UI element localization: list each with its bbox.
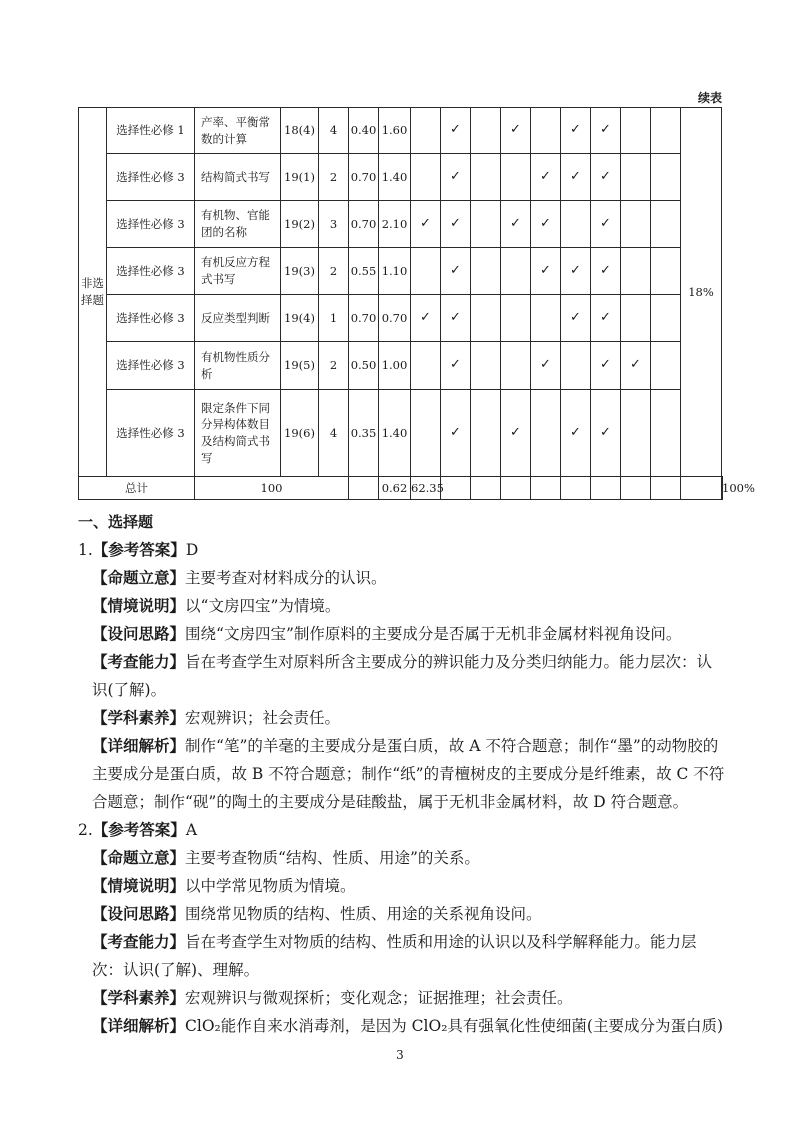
check-cell: ✓: [561, 108, 591, 154]
module-cell: 选择性必修 3: [107, 154, 195, 201]
analysis-label: 【考查能力】: [92, 932, 186, 951]
module-cell: 选择性必修 3: [107, 201, 195, 248]
check-cell: ✓: [441, 342, 471, 390]
table-row: [79, 154, 723, 201]
check-cell: ✓: [441, 390, 471, 477]
check-cell: [501, 154, 531, 201]
total-empty-cell: [471, 477, 501, 500]
total-empty-cell: [501, 477, 531, 500]
question-list: [78, 536, 726, 1040]
analysis-text: 以中学常见物质为情境。: [185, 877, 356, 895]
table-row: [79, 342, 723, 390]
topic-cell: 限定条件下同分异构体数目及结构简式书写: [195, 390, 281, 477]
group-percent-cell: 18%: [681, 108, 722, 477]
score-cell: 4: [319, 390, 349, 477]
answer-label: 【参考答案】: [92, 820, 186, 839]
check-cell: [621, 248, 651, 295]
analysis-item: [78, 1012, 726, 1040]
table-row: [79, 248, 723, 295]
analysis-text: 以“文房四宝”为情境。: [185, 597, 341, 615]
check-cell: ✓: [591, 342, 621, 390]
table-row: [79, 390, 723, 477]
difficulty-cell: 0.70: [349, 201, 379, 248]
average-cell: 1.40: [379, 154, 411, 201]
check-cell: [411, 108, 441, 154]
check-cell: [531, 295, 561, 342]
total-empty-cell: [531, 477, 561, 500]
analysis-text: 制作“笔”的羊毫的主要成分是蛋白质，故 A 不符合题意；制作“墨”的动物胶的主要成分是蛋白质，故 B 不符合题意；制作“纸”的青檀树皮的主要成分是纤维素，故 C 不符合题意；制作“砚”的陶土的主要成分是硅酸盐，属于无机非金属材料，故 D 符合题意。: [92, 737, 725, 811]
module-cell: 选择性必修 3: [107, 342, 195, 390]
group-label-cell: 非选 择题: [79, 108, 107, 477]
analysis-label: 【命题立意】: [92, 568, 186, 587]
topic-cell: 结构简式书写: [195, 154, 281, 201]
check-cell: [651, 108, 681, 154]
check-cell: [471, 342, 501, 390]
check-cell: [651, 248, 681, 295]
analysis-item: [78, 984, 726, 1012]
check-cell: ✓: [411, 295, 441, 342]
question-number-cell: 19(1): [281, 154, 319, 201]
question-number-cell: 19(5): [281, 342, 319, 390]
score-cell: 2: [319, 248, 349, 295]
spec-table: [78, 107, 755, 500]
check-cell: [501, 342, 531, 390]
check-cell: [651, 390, 681, 477]
check-cell: [621, 154, 651, 201]
score-cell: 1: [319, 295, 349, 342]
check-cell: [411, 154, 441, 201]
difficulty-cell: 0.50: [349, 342, 379, 390]
analysis-item: [78, 648, 726, 704]
analysis-label: 【详细解析】: [92, 736, 186, 755]
check-cell: [471, 248, 501, 295]
check-cell: ✓: [621, 342, 651, 390]
analysis-item: [78, 732, 726, 816]
score-cell: 3: [319, 201, 349, 248]
score-cell: 2: [319, 342, 349, 390]
question-number: 2.: [78, 821, 93, 839]
check-cell: ✓: [591, 295, 621, 342]
analysis-item: [78, 592, 726, 620]
check-cell: ✓: [501, 390, 531, 477]
module-cell: 选择性必修 1: [107, 108, 195, 154]
analysis-text: ClO₂能作自来水消毒剂，是因为 ClO₂具有强氧化性使细菌(主要成分为蛋白质): [185, 1017, 724, 1035]
total-empty-cell: [561, 477, 591, 500]
page-number: 3: [396, 1048, 404, 1062]
check-cell: ✓: [591, 248, 621, 295]
total-empty-cell: [349, 477, 379, 500]
check-cell: ✓: [501, 201, 531, 248]
answer-heading: [78, 816, 726, 844]
answer-heading: [78, 536, 726, 564]
check-cell: ✓: [441, 201, 471, 248]
check-cell: ✓: [531, 342, 561, 390]
question-number-cell: 18(4): [281, 108, 319, 154]
score-cell: 4: [319, 108, 349, 154]
analysis-text: 旨在考查学生对原料所含主要成分的辨识能力及分类归纳能力。能力层次：认识(了解)。: [92, 653, 713, 699]
check-cell: ✓: [561, 295, 591, 342]
total-empty-cell: [591, 477, 621, 500]
analysis-label: 【情境说明】: [92, 876, 186, 895]
analysis-item: [78, 900, 726, 928]
check-cell: [471, 295, 501, 342]
question-number-cell: 19(3): [281, 248, 319, 295]
analysis-item: [78, 928, 726, 984]
average-cell: 2.10: [379, 201, 411, 248]
check-cell: [411, 342, 441, 390]
module-cell: 选择性必修 3: [107, 248, 195, 295]
analysis-label: 【设问思路】: [92, 624, 186, 643]
check-cell: [531, 108, 561, 154]
check-cell: [561, 342, 591, 390]
check-cell: [471, 108, 501, 154]
analysis-label: 【设问思路】: [92, 904, 186, 923]
module-cell: 选择性必修 3: [107, 390, 195, 477]
analysis-label: 【命题立意】: [92, 848, 186, 867]
analysis-label: 【学科素养】: [92, 988, 186, 1007]
total-empty-cell: [621, 477, 651, 500]
total-empty-cell: [441, 477, 471, 500]
answer-value: A: [185, 821, 198, 839]
analysis-label: 【考查能力】: [92, 652, 186, 671]
difficulty-cell: 0.35: [349, 390, 379, 477]
average-cell: 0.70: [379, 295, 411, 342]
check-cell: [621, 390, 651, 477]
question-number-cell: 19(4): [281, 295, 319, 342]
difficulty-cell: 0.70: [349, 154, 379, 201]
analysis-label: 【详细解析】: [92, 1016, 186, 1035]
average-cell: 1.10: [379, 248, 411, 295]
total-empty-cell: [651, 477, 681, 500]
analysis-text: 宏观辨识；社会责任。: [185, 709, 341, 727]
check-cell: ✓: [591, 154, 621, 201]
table-row: [79, 295, 723, 342]
check-cell: ✓: [531, 201, 561, 248]
difficulty-cell: 0.70: [349, 295, 379, 342]
analysis-item: [78, 564, 726, 592]
analysis-text: 宏观辨识与微观探析；变化观念；证据推理；社会责任。: [185, 989, 573, 1007]
analysis-item: [78, 844, 726, 872]
question-number-cell: 19(2): [281, 201, 319, 248]
analysis-item: [78, 620, 726, 648]
check-cell: ✓: [561, 154, 591, 201]
check-cell: ✓: [441, 154, 471, 201]
check-cell: [621, 295, 651, 342]
total-empty-cell: [681, 477, 722, 500]
check-cell: [651, 295, 681, 342]
check-cell: ✓: [441, 248, 471, 295]
spec-table-body: [79, 108, 755, 500]
total-row: [79, 477, 723, 500]
check-cell: [561, 201, 591, 248]
continued-label: 续表: [697, 91, 722, 105]
score-cell: 2: [319, 154, 349, 201]
average-cell: 1.00: [379, 342, 411, 390]
analysis-text: 主要考查对材料成分的认识。: [185, 569, 387, 587]
analysis-label: 【学科素养】: [92, 708, 186, 727]
analysis-text: 旨在考查学生对物质的结构、性质和用途的认识以及科学解释能力。能力层次：认识(了解)、理解。: [92, 933, 697, 979]
total-score-cell: 100: [195, 477, 349, 500]
module-cell: 选择性必修 3: [107, 295, 195, 342]
check-cell: ✓: [501, 108, 531, 154]
answer-label: 【参考答案】: [92, 540, 186, 559]
check-cell: [501, 248, 531, 295]
check-cell: ✓: [591, 390, 621, 477]
average-cell: 1.60: [379, 108, 411, 154]
difficulty-cell: 0.40: [349, 108, 379, 154]
check-cell: [471, 390, 501, 477]
check-cell: ✓: [411, 201, 441, 248]
section-title: 一、选择题: [78, 513, 154, 531]
check-cell: [471, 154, 501, 201]
analysis-text: 围绕常见物质的结构、性质、用途的关系视角设问。: [185, 905, 542, 923]
topic-cell: 反应类型判断: [195, 295, 281, 342]
analysis-item: [78, 872, 726, 900]
total-difficulty-cell: 0.62: [379, 477, 411, 500]
table-row: [79, 201, 723, 248]
analysis-text: 主要考查物质“结构、性质、用途”的关系。: [185, 849, 480, 867]
difficulty-cell: 0.55: [349, 248, 379, 295]
check-cell: ✓: [441, 108, 471, 154]
topic-cell: 有机物、官能团的名称: [195, 201, 281, 248]
topic-cell: 有机反应方程式书写: [195, 248, 281, 295]
check-cell: [471, 201, 501, 248]
total-percent-cell: 100%: [722, 477, 723, 500]
average-cell: 1.40: [379, 390, 411, 477]
check-cell: [501, 295, 531, 342]
topic-cell: 有机物性质分析: [195, 342, 281, 390]
check-cell: [411, 248, 441, 295]
analysis-label: 【情境说明】: [92, 596, 186, 615]
check-cell: [411, 390, 441, 477]
check-cell: [651, 342, 681, 390]
check-cell: ✓: [531, 248, 561, 295]
check-cell: ✓: [591, 201, 621, 248]
check-cell: ✓: [591, 108, 621, 154]
check-cell: [621, 108, 651, 154]
check-cell: ✓: [561, 248, 591, 295]
topic-cell: 产率、平衡常数的计算: [195, 108, 281, 154]
check-cell: ✓: [561, 390, 591, 477]
check-cell: [531, 390, 561, 477]
question-number-cell: 19(6): [281, 390, 319, 477]
check-cell: ✓: [531, 154, 561, 201]
total-average-cell: 62.35: [411, 477, 441, 500]
check-cell: ✓: [441, 295, 471, 342]
check-cell: [651, 201, 681, 248]
check-cell: [621, 201, 651, 248]
answer-value: D: [185, 541, 199, 559]
analysis-text: 围绕“文房四宝”制作原料的主要成分是否属于无机非金属材料视角设问。: [185, 625, 682, 643]
total-label-cell: 总计: [79, 477, 195, 500]
analysis-item: [78, 704, 726, 732]
question-number: 1.: [78, 541, 93, 559]
table-row: [79, 108, 723, 154]
answer-body: [78, 508, 726, 1040]
check-cell: [651, 154, 681, 201]
